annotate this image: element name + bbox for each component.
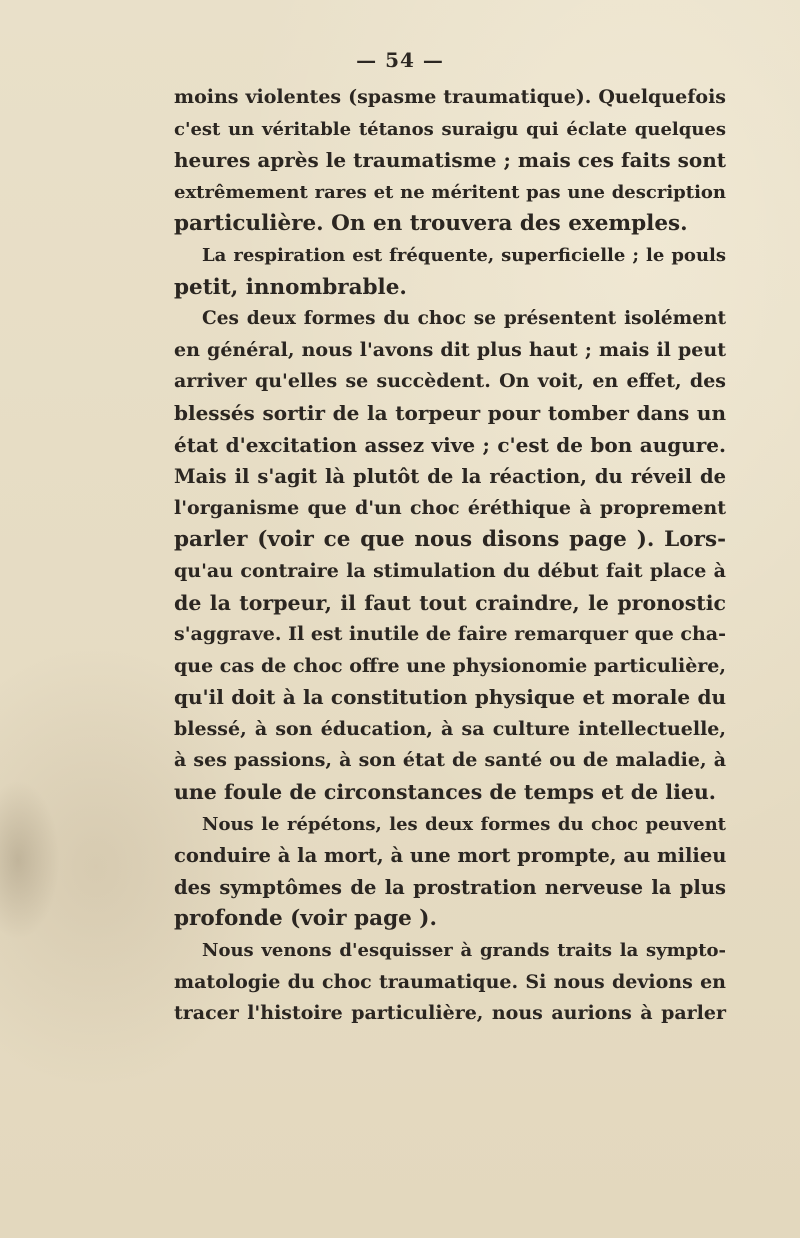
body-text [174, 82, 726, 1030]
text-line: des symptômes de la prostration nerveuse la plus [174, 875, 726, 899]
text-line: s'aggrave. Il est inutile de faire remarquer que cha- [174, 623, 726, 646]
text-line: La respiration est fréquente, superficielle ; le pouls [202, 244, 726, 266]
text-line: c'est un véritable tétanos suraigu qui éclate quelques [174, 118, 726, 140]
text-line: Nous venons d'esquisser à grands traits la sympto- [202, 940, 726, 962]
text-line: moins violentes (spasme traumatique). Quelquefois [174, 86, 726, 108]
text-line: extrêmement rares et ne méritent pas une description [174, 181, 726, 203]
text-line: matologie du choc traumatique. Si nous devions en [174, 970, 726, 993]
text-line: état d'excitation assez vive ; c'est de bon augure. [174, 432, 726, 457]
text-line: qu'au contraire la stimulation du début fait place à [174, 559, 726, 582]
text-line: une foule de circonstances de temps et de lieu. [174, 780, 716, 805]
text-line: blessé, à son éducation, à sa culture intellectuelle, [174, 717, 726, 740]
text-line: parler (voir ce que nous disons page ). Lors- [174, 527, 726, 553]
text-line: à ses passions, à son état de santé ou de maladie, à [174, 749, 726, 772]
text-line: l'organisme que d'un choc éréthique à proprement [174, 496, 726, 519]
paper-stain [0, 780, 60, 940]
text-line: de la torpeur, il faut tout craindre, le pronostic [174, 590, 726, 615]
text-line: Nous le répétons, les deux formes du choc peuvent [202, 813, 726, 835]
text-line: particulière. On en trouvera des exemples. [174, 211, 688, 237]
text-line: Mais il s'agit là plutôt de la réaction, du réveil de [174, 465, 726, 489]
text-line: petit, innombrable. [174, 274, 407, 300]
text-line: Ces deux formes du choc se présentent isolément [202, 308, 726, 330]
text-line: qu'il doit à la constitution physique et morale du [174, 685, 726, 710]
text-line: arriver qu'elles se succèdent. On voit, en effet, des [174, 370, 726, 393]
page-number: — 54 — [356, 48, 444, 72]
text-line: blessés sortir de la torpeur pour tomber dans un [174, 400, 726, 425]
text-line: en général, nous l'avons dit plus haut ; mais il peut [174, 338, 726, 361]
text-line: heures après le traumatisme ; mais ces faits sont [174, 148, 726, 173]
text-line: profonde (voir page ). [174, 906, 437, 932]
text-line: que cas de choc offre une physionomie particulière, [174, 654, 726, 677]
text-line: conduire à la mort, à une mort prompte, au milieu [174, 844, 727, 868]
text-line: tracer l'histoire particulière, nous aurions à parler [174, 1002, 726, 1025]
